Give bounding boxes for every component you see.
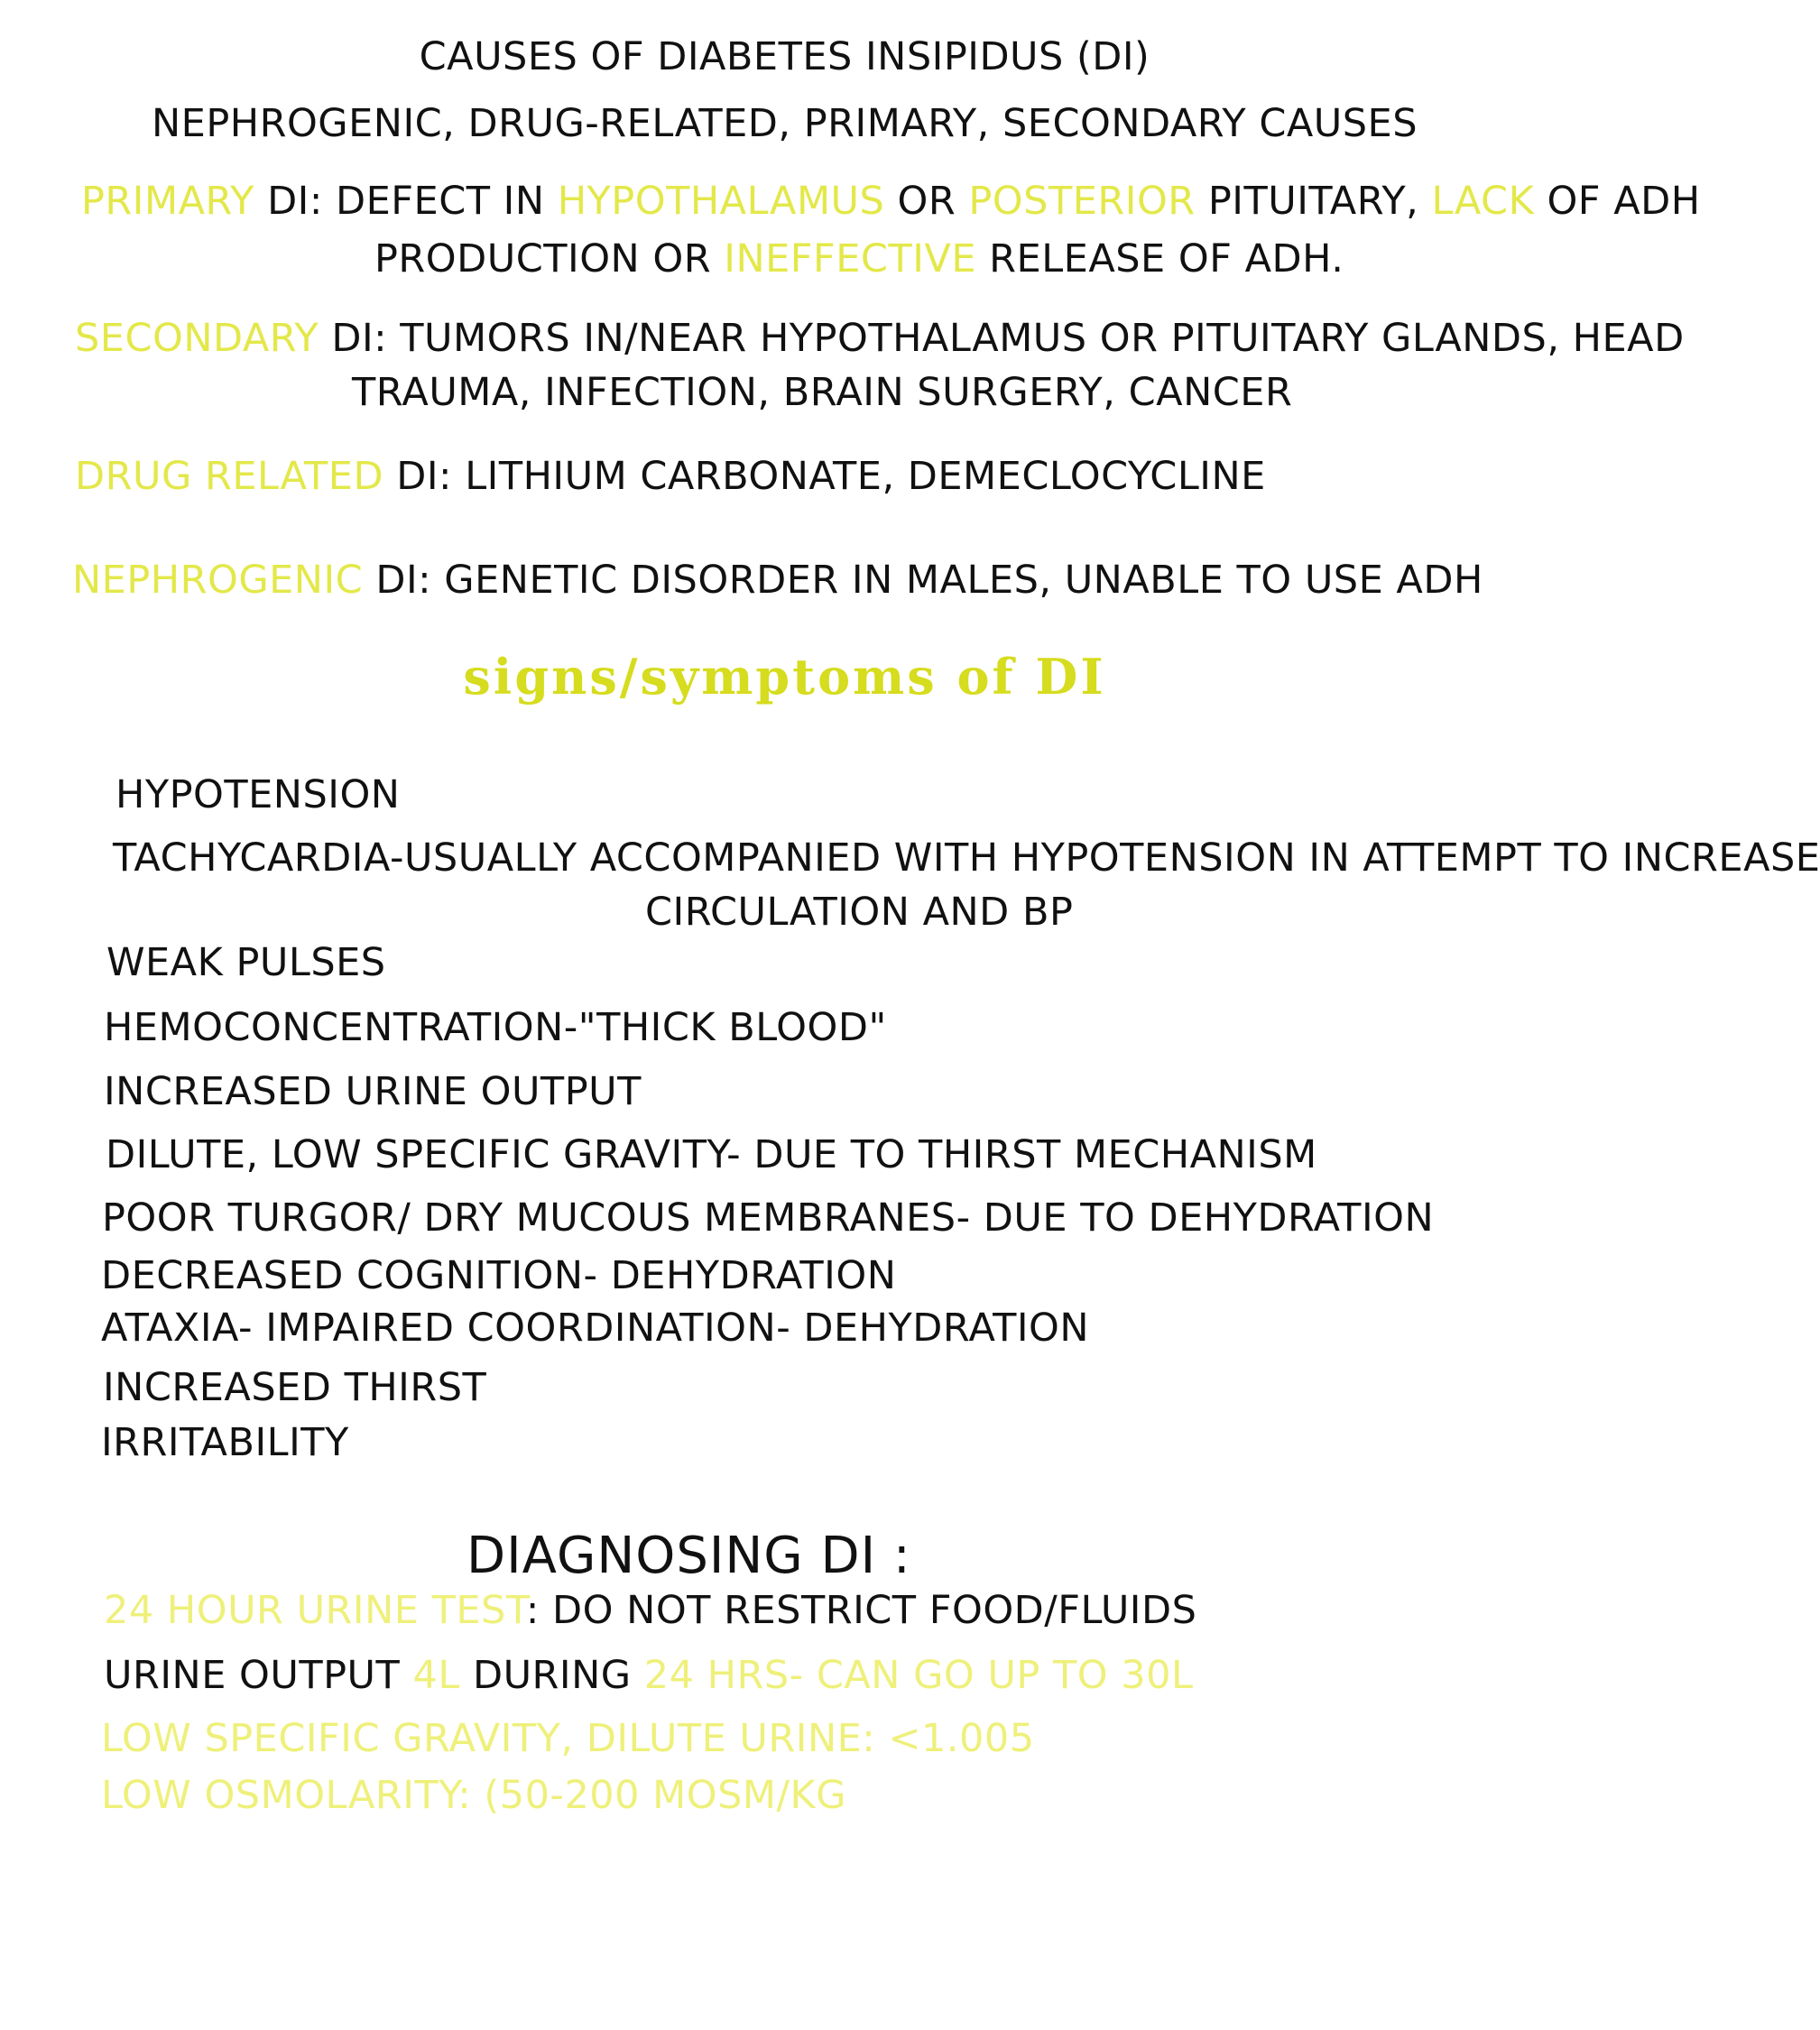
secondary-di-text: DI: TUMORS IN/NEAR HYPOTHALAMUS OR PITUITARY GLANDS, HEAD	[319, 316, 1685, 361]
primary-label: PRIMARY	[81, 179, 254, 224]
drug-related-label: DRUG RELATED	[75, 454, 384, 499]
causes-title: CAUSES OF DIABETES INSIPIDUS (DI)	[419, 34, 1150, 79]
symptom-item: WEAK PULSES	[106, 940, 386, 985]
specific-gravity-line: LOW SPECIFIC GRAVITY, DILUTE URINE: <1.005	[101, 1716, 1035, 1761]
symptom-item: POOR TURGOR/ DRY MUCOUS MEMBRANES- DUE TO DEHYDRATION	[102, 1195, 1435, 1241]
hypothalamus-word: HYPOTHALAMUS	[557, 179, 885, 224]
signs-symptoms-heading: signs/symptoms of DI	[463, 648, 1106, 706]
primary-di-line-1	[81, 179, 1701, 224]
urine-output-text: URINE OUTPUT	[104, 1653, 413, 1698]
secondary-label: SECONDARY	[75, 316, 319, 361]
symptom-item: INCREASED URINE OUTPUT	[104, 1069, 642, 1114]
drug-related-di	[75, 454, 1266, 499]
symptom-item: IRRITABILITY	[101, 1420, 349, 1465]
primary-or-text: OR	[884, 179, 969, 224]
nephrogenic-text: DI: GENETIC DISORDER IN MALES, UNABLE TO USE ADH	[363, 558, 1483, 603]
nephrogenic-label: NEPHROGENIC	[72, 558, 364, 603]
primary-pituitary-text: PITUITARY,	[1195, 179, 1432, 224]
primary-release-text: RELEASE OF ADH.	[976, 236, 1344, 281]
primary-of-adh-text: OF ADH	[1534, 179, 1701, 224]
symptom-item: DILUTE, LOW SPECIFIC GRAVITY- DUE TO THIRST MECHANISM	[106, 1132, 1317, 1177]
twenty-four-hours-text: 24 HRS- CAN GO UP TO 30L	[643, 1653, 1194, 1698]
secondary-di-line-2: TRAUMA, INFECTION, BRAIN SURGERY, CANCER	[352, 370, 1293, 415]
symptom-item: ATAXIA- IMPAIRED COORDINATION- DEHYDRATION	[101, 1306, 1090, 1351]
symptom-item: HYPOTENSION	[115, 772, 401, 817]
primary-production-text: PRODUCTION OR	[374, 236, 725, 281]
symptom-item: DECREASED COGNITION- DEHYDRATION	[101, 1253, 897, 1298]
osmolarity-line: LOW OSMOLARITY: (50-200 MOSM/KG	[101, 1773, 847, 1818]
lack-word: LACK	[1431, 179, 1535, 224]
causes-subtitle: NEPHROGENIC, DRUG-RELATED, PRIMARY, SECONDARY CAUSES	[151, 101, 1418, 146]
urine-test-label: 24 HOUR URINE TEST	[104, 1588, 526, 1633]
symptom-item: TACHYCARDIA-USUALLY ACCOMPANIED WITH HYPOTENSION IN ATTEMPT TO INCREASE	[113, 835, 1820, 881]
urine-test-text: : DO NOT RESTRICT FOOD/FLUIDS	[525, 1588, 1197, 1633]
primary-di-line-2	[374, 236, 1344, 281]
drug-related-text: DI: LITHIUM CARBONATE, DEMECLOCYCLINE	[383, 454, 1266, 499]
symptom-item: INCREASED THIRST	[103, 1365, 487, 1410]
urine-output-line	[104, 1653, 1194, 1698]
during-text: DURING	[459, 1653, 644, 1698]
posterior-word: POSTERIOR	[968, 179, 1196, 224]
symptom-item: HEMOCONCENTRATION-"THICK BLOOD"	[104, 1005, 887, 1050]
urine-test-line	[104, 1588, 1197, 1633]
four-liters-value: 4L	[412, 1653, 460, 1698]
nephrogenic-di	[72, 558, 1483, 603]
secondary-di-line-1	[75, 316, 1685, 361]
diagnosing-heading: DIAGNOSING DI :	[467, 1527, 911, 1585]
primary-di-text: DI: DEFECT IN	[254, 179, 558, 224]
symptom-item-continuation: CIRCULATION AND BP	[645, 890, 1074, 935]
ineffective-word: INEFFECTIVE	[724, 236, 976, 281]
